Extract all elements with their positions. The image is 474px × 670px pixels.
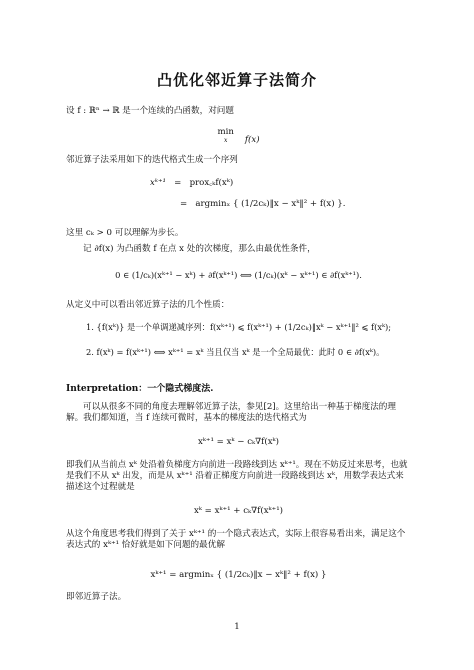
document-title: 凸优化邻近算子法简介 [156,71,317,89]
property-item-2: 2. f(xᵏ) = f(xᵏ⁺¹) ⟺ xᵏ⁺¹ = xᵏ 当且仅当 xᵏ 是一个全局最优：此时 0 ∈ ∂f(xᵏ)。 [86,347,385,357]
iteration-equation-1 [150,178,233,189]
iter-rhs-2: argminₓ { (1/2cₖ)‖x − xᵏ‖² + f(x) }. [195,199,346,209]
final-equation: xᵏ⁺¹ = argminₓ { (1/2cₖ)‖x − xᵏ‖² + f(x) } [150,570,327,580]
objective-expression: f(x) [244,135,260,146]
implicit-equation: xᵏ = xᵏ⁺¹ + cₖ∇f(xᵏ⁺¹) [193,506,284,516]
step-note: 这里 cₖ > 0 可以理解为步长。 [66,228,184,238]
gradient-equation: xᵏ⁺¹ = xᵏ − cₖ∇f(xᵏ) [197,437,280,447]
iter-lhs: xᵏ⁺¹ [150,178,166,188]
problem-equation [66,127,411,146]
min-label: min [217,127,234,137]
closing-text: 即邻近算子法。 [66,592,127,602]
property-item-1: 1. {f(xᵏ)} 是一个单调递减序列：f(xᵏ⁺¹) ⩽ f(xᵏ⁺¹) + (1/2cₖ)‖xᵏ − xᵏ⁺¹‖² ⩽ f(xᵏ); [86,322,392,332]
iteration-equation-2 [180,199,346,210]
min-subscript: x [223,137,228,145]
paragraph-1: 可以从很多不同的角度去理解邻近算子法，参见[2]。这里给出一种基于梯度法的理解。我们都知道，当 f 连续可微时，基本的梯度法的迭代格式为 [66,402,396,424]
section-heading: Interpretation：一个隐式梯度法. [66,384,214,394]
iter-rel-2: = [180,199,188,209]
optimality-equation: 0 ∈ (1/cₖ)(xᵏ⁺¹ − xᵏ) + ∂f(xᵏ⁺¹) ⟺ (1/cₖ)(xᵏ − xᵏ⁺¹) ∈ ∂f(xᵏ⁺¹). [115,270,362,280]
page-number: 1 [234,622,240,632]
iter-rel-1: = [174,178,182,188]
iter-rhs-1: prox꜀ₖf(xᵏ) [189,178,234,188]
iteration-intro: 邻近算子法采用如下的迭代格式生成一个序列 [66,155,238,165]
subgradient-intro: 记 ∂f(x) 为凸函数 f 在点 x 处的次梯度，那么由最优性条件， [83,244,316,254]
intro-text: 设 f : ℝⁿ → ℝ 是一个连续的凸函数，对问题 [66,106,234,116]
properties-intro: 从定义中可以看出邻近算子法的几个性质： [66,300,230,310]
paragraph-3: 从这个角度思考我们得到了关于 xᵏ⁺¹ 的一个隐式表达式，实际上很容易看出来，满足这个表达式的 xᵏ⁺¹ 恰好就是如下问题的最优解 [66,529,406,551]
min-operator [217,127,233,144]
paragraph-2: 即我们从当前点 xᵏ 处沿着负梯度方向前进一段路线到达 xᵏ⁺¹。现在不妨反过来思考，也就是我们不从 xᵏ 出发，而是从 xᵏ⁺¹ 沿着正梯度方向前进一段路线到达 xᵏ，用数学表达式来描述这个过程就是 [66,460,408,493]
